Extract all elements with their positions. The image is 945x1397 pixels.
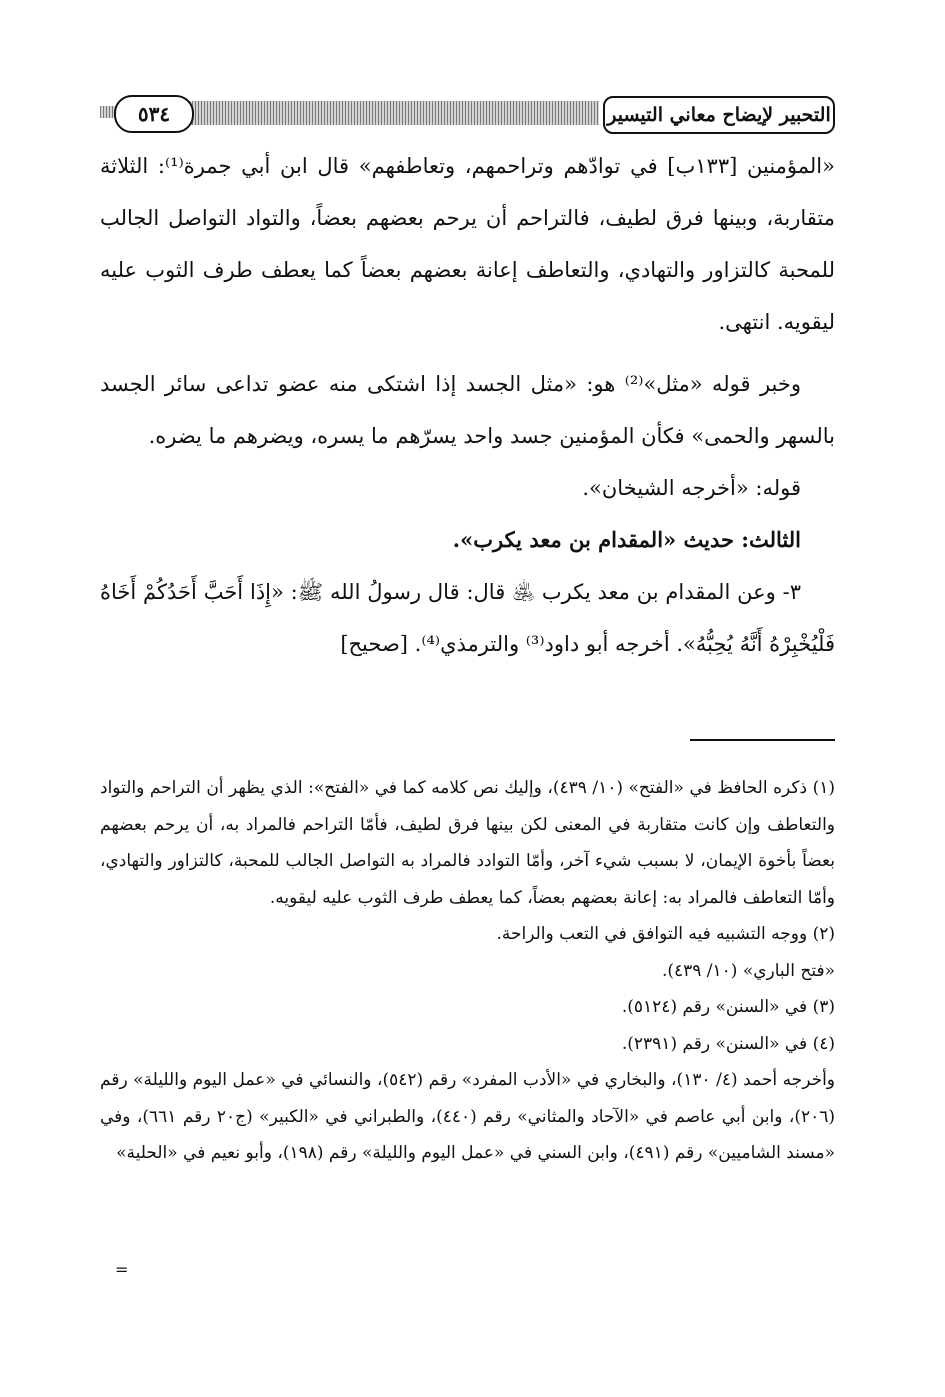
footnote-1: (١) ذكره الحافظ في «الفتح» (١٠/ ٤٣٩)، وإليك نص كلامه كما في «الفتح»: الذي يظهر أن التراحم والتواد والتعاطف وإن كانت متقاربة في المعنى لكن بينها فرق لطيف، فأمّا التراحم فالمراد به، أن يرحم بعضهم بعضاً بأخوة الإيمان، لا بسبب شيء آخر، وأمّا التوادد فالمراد به التواصل الجالب للمحبة، كالتزاور والتهادي، وأمّا التعاطف فالمراد به: إعانة بعضهم بعضاً، كما يعطف طرف الثوب عليه ليقويه. bbox=[100, 778, 835, 908]
running-header bbox=[100, 92, 835, 136]
page-number: ٥٣٤ bbox=[114, 95, 194, 133]
header-band bbox=[186, 101, 599, 125]
paragraph-3: قوله: «أخرجه الشيخان». bbox=[582, 476, 801, 500]
footnotes bbox=[100, 770, 835, 1172]
footnote-2-ref: «فتح الباري» (١٠/ ٤٣٩). bbox=[661, 960, 835, 981]
footnote-3: (٣) في «السنن» رقم (٥١٢٤). bbox=[621, 997, 835, 1017]
paragraph-5: ٣- وعن المقدام بن معد يكرب ﵁ قال: قال رسولُ الله ﷺ: «إِذَا أَحَبَّ أَحَدُكُمْ أَخَاهُ فَلْيُخْبِرْهُ أَنَّهُ يُحِبُّهُ». أخرجه أبو داود⁽³⁾ والترمذي⁽⁴⁾. [صحيح] bbox=[100, 580, 835, 656]
paragraph-1: «المؤمنين [١٣٣ب] في توادّهم وتراحمهم، وتعاطفهم» قال ابن أبي جمرة⁽¹⁾: الثلاثة متقاربة، وبينها فرق لطيف، فالتراحم أن يرحم بعضهم بعضاً، والتواد التواصل الجالب للمحبة كالتزاور والتهادي، والتعاطف إعانة بعضهم بعضاً كما يعطف طرف الثوب عليه ليقويه. انتهى. bbox=[100, 154, 835, 334]
footnote-separator bbox=[690, 739, 835, 741]
continuation-mark: = bbox=[115, 1260, 129, 1279]
main-text bbox=[100, 140, 835, 670]
book-title: التحبير لإيضاح معاني التيسير bbox=[603, 96, 835, 134]
footnote-2: (٢) ووجه التشبيه فيه التوافق في التعب والراحة. bbox=[496, 924, 835, 944]
paragraph-2: وخبر قوله «مثل»⁽²⁾ هو: «مثل الجسد إذا اشتكى منه عضو تداعى سائر الجسد بالسهر والحمى» فكأن المؤمنين جسد واحد يسرّهم ما يسره، ويضرهم ما يضره. bbox=[100, 372, 835, 448]
footnote-4: (٤) في «السنن» رقم (٢٣٩١). bbox=[621, 1033, 835, 1054]
footnote-4-extra: وأخرجه أحمد (٤/ ١٣٠)، والبخاري في «الأدب المفرد» رقم (٥٤٢)، والنسائي في «عمل اليوم والليلة» رقم (٢٠٦)، وابن أبي عاصم في «الآحاد والمثاني» رقم (٤٤٠)، والطبراني في «الكبير» (ج٢٠ رقم ٦٦١)، وفي «مسند الشاميين» رقم (٤٩١)، وابن السني في «عمل اليوم والليلة» رقم (١٩٨)، وأبو نعيم في «الحلية» bbox=[100, 1070, 836, 1163]
paragraph-4: الثالث: حديث «المقدام بن معد يكرب». bbox=[452, 527, 801, 552]
